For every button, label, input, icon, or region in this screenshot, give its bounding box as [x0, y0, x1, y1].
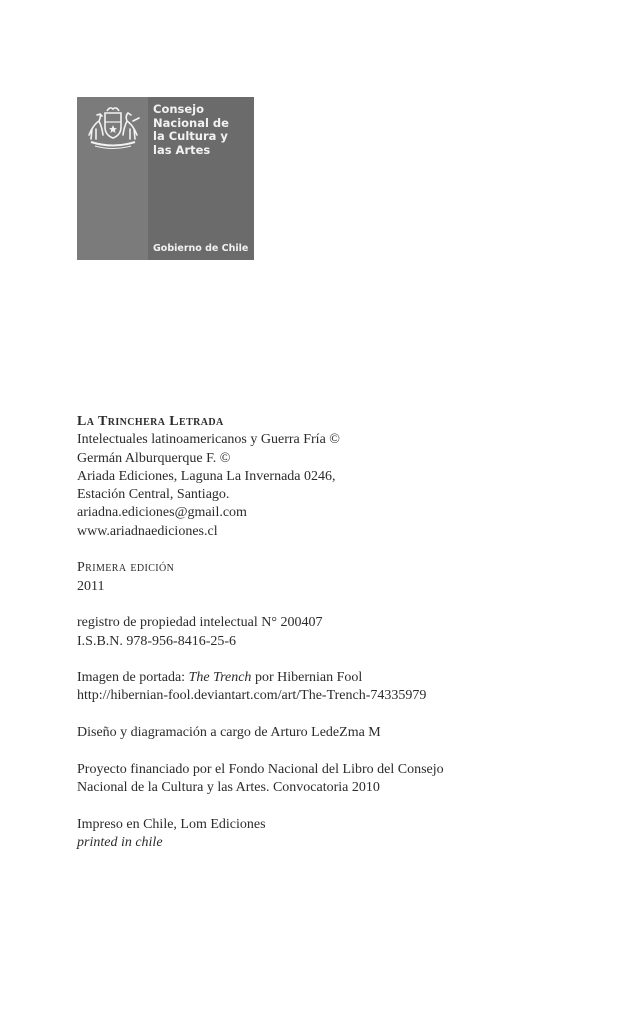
book-title: La Trinchera Letrada — [77, 414, 224, 429]
cover-artwork-title: The Trench — [188, 670, 252, 686]
logo-institution-name — [153, 103, 229, 157]
funding-line-2: Nacional de la Cultura y las Artes. Convocatoria 2010 — [77, 779, 380, 795]
cover-credit-prefix: Imagen de portada: — [77, 670, 189, 686]
isbn-line: I.S.B.N. 978-956-8416-25-6 — [77, 633, 237, 649]
registry-line: registro de propiedad intelectual N° 200407 — [77, 615, 323, 631]
logo-name-line: la Cultura y — [153, 129, 228, 143]
logo-name-line: Consejo — [153, 102, 205, 116]
email-line: ariadna.ediciones@gmail.com — [77, 505, 247, 521]
cover-url-line: http://hibernian-fool.deviantart.com/art/The-Trench-74335979 — [77, 688, 427, 704]
funding-line-1: Proyecto financiado por el Fondo Nacional del Libro del Consejo — [77, 761, 444, 777]
cnca-logo — [77, 97, 254, 260]
edition-label: Primera edición — [77, 560, 175, 576]
author-line: Germán Alburquerque F. © — [77, 450, 231, 466]
logo-name-line: las Artes — [153, 142, 211, 157]
cover-credit-artist: por Hibernian Fool — [251, 670, 363, 686]
edition-year: 2011 — [77, 578, 105, 594]
chile-coat-of-arms-icon — [83, 105, 143, 151]
cover-credit-line — [77, 669, 597, 687]
publisher-city-line: Estación Central, Santiago. — [77, 487, 230, 503]
colophon — [77, 413, 597, 852]
logo-crest-panel — [77, 97, 148, 260]
design-credit-line: Diseño y diagramación a cargo de Arturo LedeZma M — [77, 725, 381, 741]
logo-government-label: Gobierno de Chile — [153, 243, 249, 254]
printer-line: Impreso en Chile, Lom Ediciones — [77, 816, 266, 832]
publisher-address-line: Ariada Ediciones, Laguna La Invernada 0246, — [77, 468, 336, 484]
book-subtitle: Intelectuales latinoamericanos y Guerra Fría © — [77, 432, 340, 448]
printed-in-chile-line: printed in chile — [77, 834, 163, 850]
website-line: www.ariadnaediciones.cl — [77, 523, 218, 539]
logo-name-line: Nacional de — [153, 115, 229, 130]
logo-text-panel — [148, 97, 254, 260]
